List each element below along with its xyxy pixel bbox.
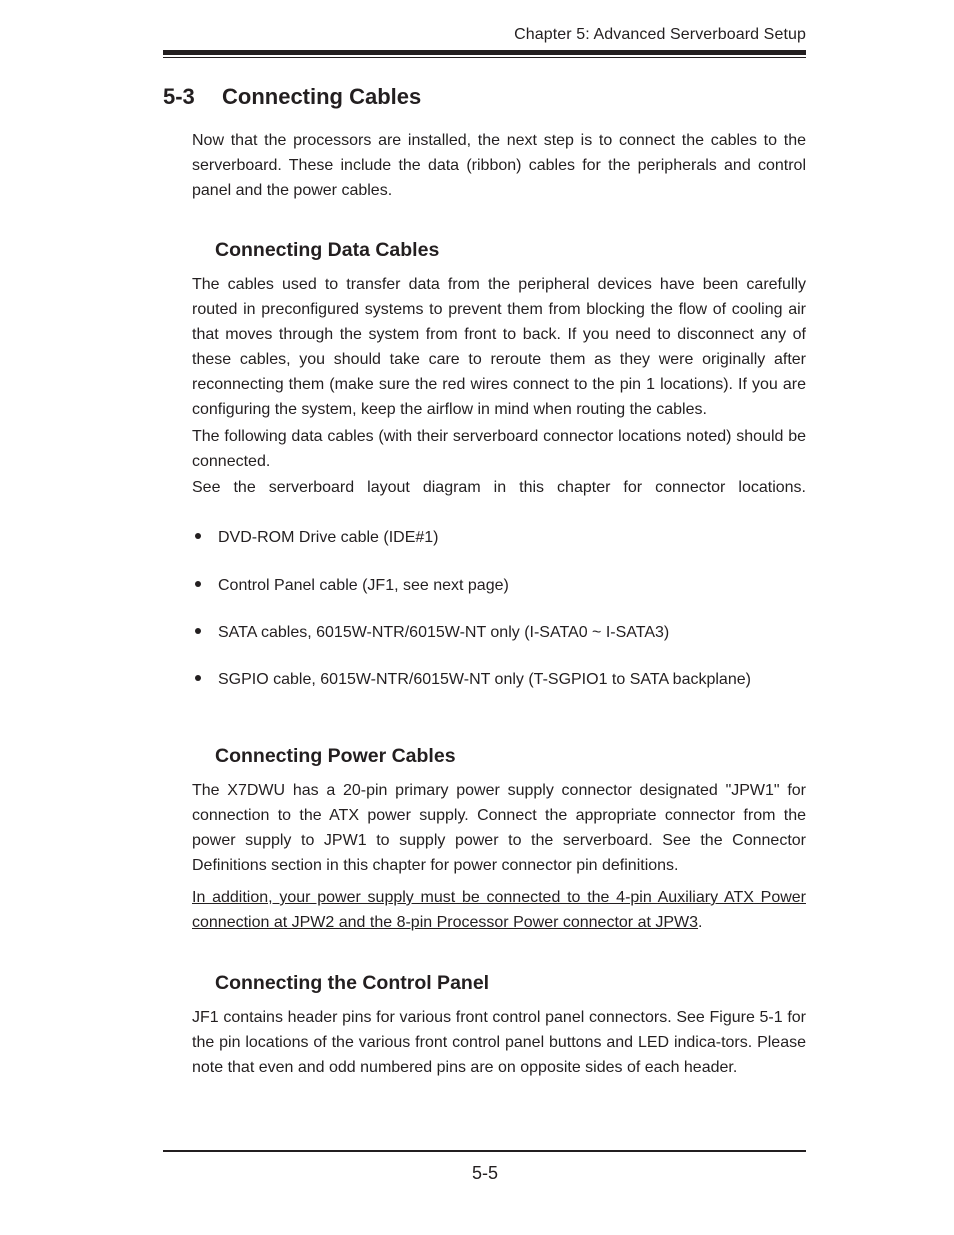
bullet-icon bbox=[195, 533, 201, 539]
data-cables-paragraph-2: The following data cables (with their serverboard connector locations noted) should be connected. bbox=[192, 428, 806, 470]
control-panel-paragraph: JF1 contains header pins for various front control panel connectors. See Figure 5-1 for the pin locations of the various front control panel buttons and LED indica-tors. Please note that even and odd numbered pins are on opposite sides of each header. bbox=[192, 1009, 806, 1076]
footer-rule bbox=[163, 1150, 806, 1152]
list-item-text: SGPIO cable, 6015W-NTR/6015W-NT only (T-SGPIO1 to SATA backplane) bbox=[218, 671, 751, 688]
list-item bbox=[192, 623, 669, 643]
control-panel-heading: Connecting the Control Panel bbox=[215, 972, 490, 994]
data-cables-heading: Connecting Data Cables bbox=[215, 239, 440, 261]
list-item-text: DVD-ROM Drive cable (IDE#1) bbox=[218, 529, 439, 546]
bullet-icon bbox=[195, 628, 201, 634]
section-title-text: Connecting Cables bbox=[222, 84, 422, 109]
data-cables-paragraph-1: The cables used to transfer data from the peripheral devices have been carefully routed in preconfigured systems to prevent them from blocking the flow of cooling air that moves through the system from front to back. If you need to disconnect any of these cables, you should take care to reroute them as they were originally after reconnecting them (make sure the red wires connect to the pin 1 locations). If you are configuring the system, keep the airflow in mind when routing the cables. bbox=[192, 276, 806, 418]
power-requirement-underlined: In addition, your power supply must be connected to the 4-pin Auxiliary ATX Power connection at JPW2 and the 8-pin Processor Power connector at JPW3 bbox=[192, 889, 806, 931]
page-number: 5-5 bbox=[472, 1163, 499, 1183]
list-item-text: SATA cables, 6015W-NTR/6015W-NT only (I-SATA0 ~ I-SATA3) bbox=[218, 624, 670, 641]
header-rule-thick bbox=[163, 50, 806, 55]
list-item bbox=[192, 670, 751, 690]
list-item bbox=[192, 528, 438, 548]
power-cables-paragraph-2 bbox=[192, 885, 806, 935]
power-cables-heading: Connecting Power Cables bbox=[215, 745, 456, 767]
bullet-icon bbox=[195, 675, 201, 681]
power-cables-paragraph-1: The X7DWU has a 20-pin primary power supply connector designated "JPW1" for connection to the ATX power supply. Connect the appropriate connector from the power supply to JPW1 to supply power to the serverboard. See the Connector Definitions section in this chapter for power connector pin definitions. bbox=[192, 782, 806, 874]
running-header: Chapter 5: Advanced Serverboard Setup bbox=[514, 26, 806, 43]
list-item bbox=[192, 576, 509, 596]
section-number: 5-3 bbox=[163, 84, 195, 109]
intro-paragraph: Now that the processors are installed, the next step is to connect the cables to the serverboard. These include the data (ribbon) cables for the peripherals and control panel and the power cables. bbox=[192, 132, 806, 199]
data-cables-paragraph-3: See the serverboard layout diagram in this chapter for connector locations. bbox=[192, 479, 806, 496]
power-requirement-end: . bbox=[698, 914, 703, 931]
list-item-text: Control Panel cable (JF1, see next page) bbox=[218, 577, 509, 594]
section-title bbox=[163, 84, 421, 110]
bullet-icon bbox=[195, 581, 201, 587]
header-rule-thin bbox=[163, 57, 806, 58]
